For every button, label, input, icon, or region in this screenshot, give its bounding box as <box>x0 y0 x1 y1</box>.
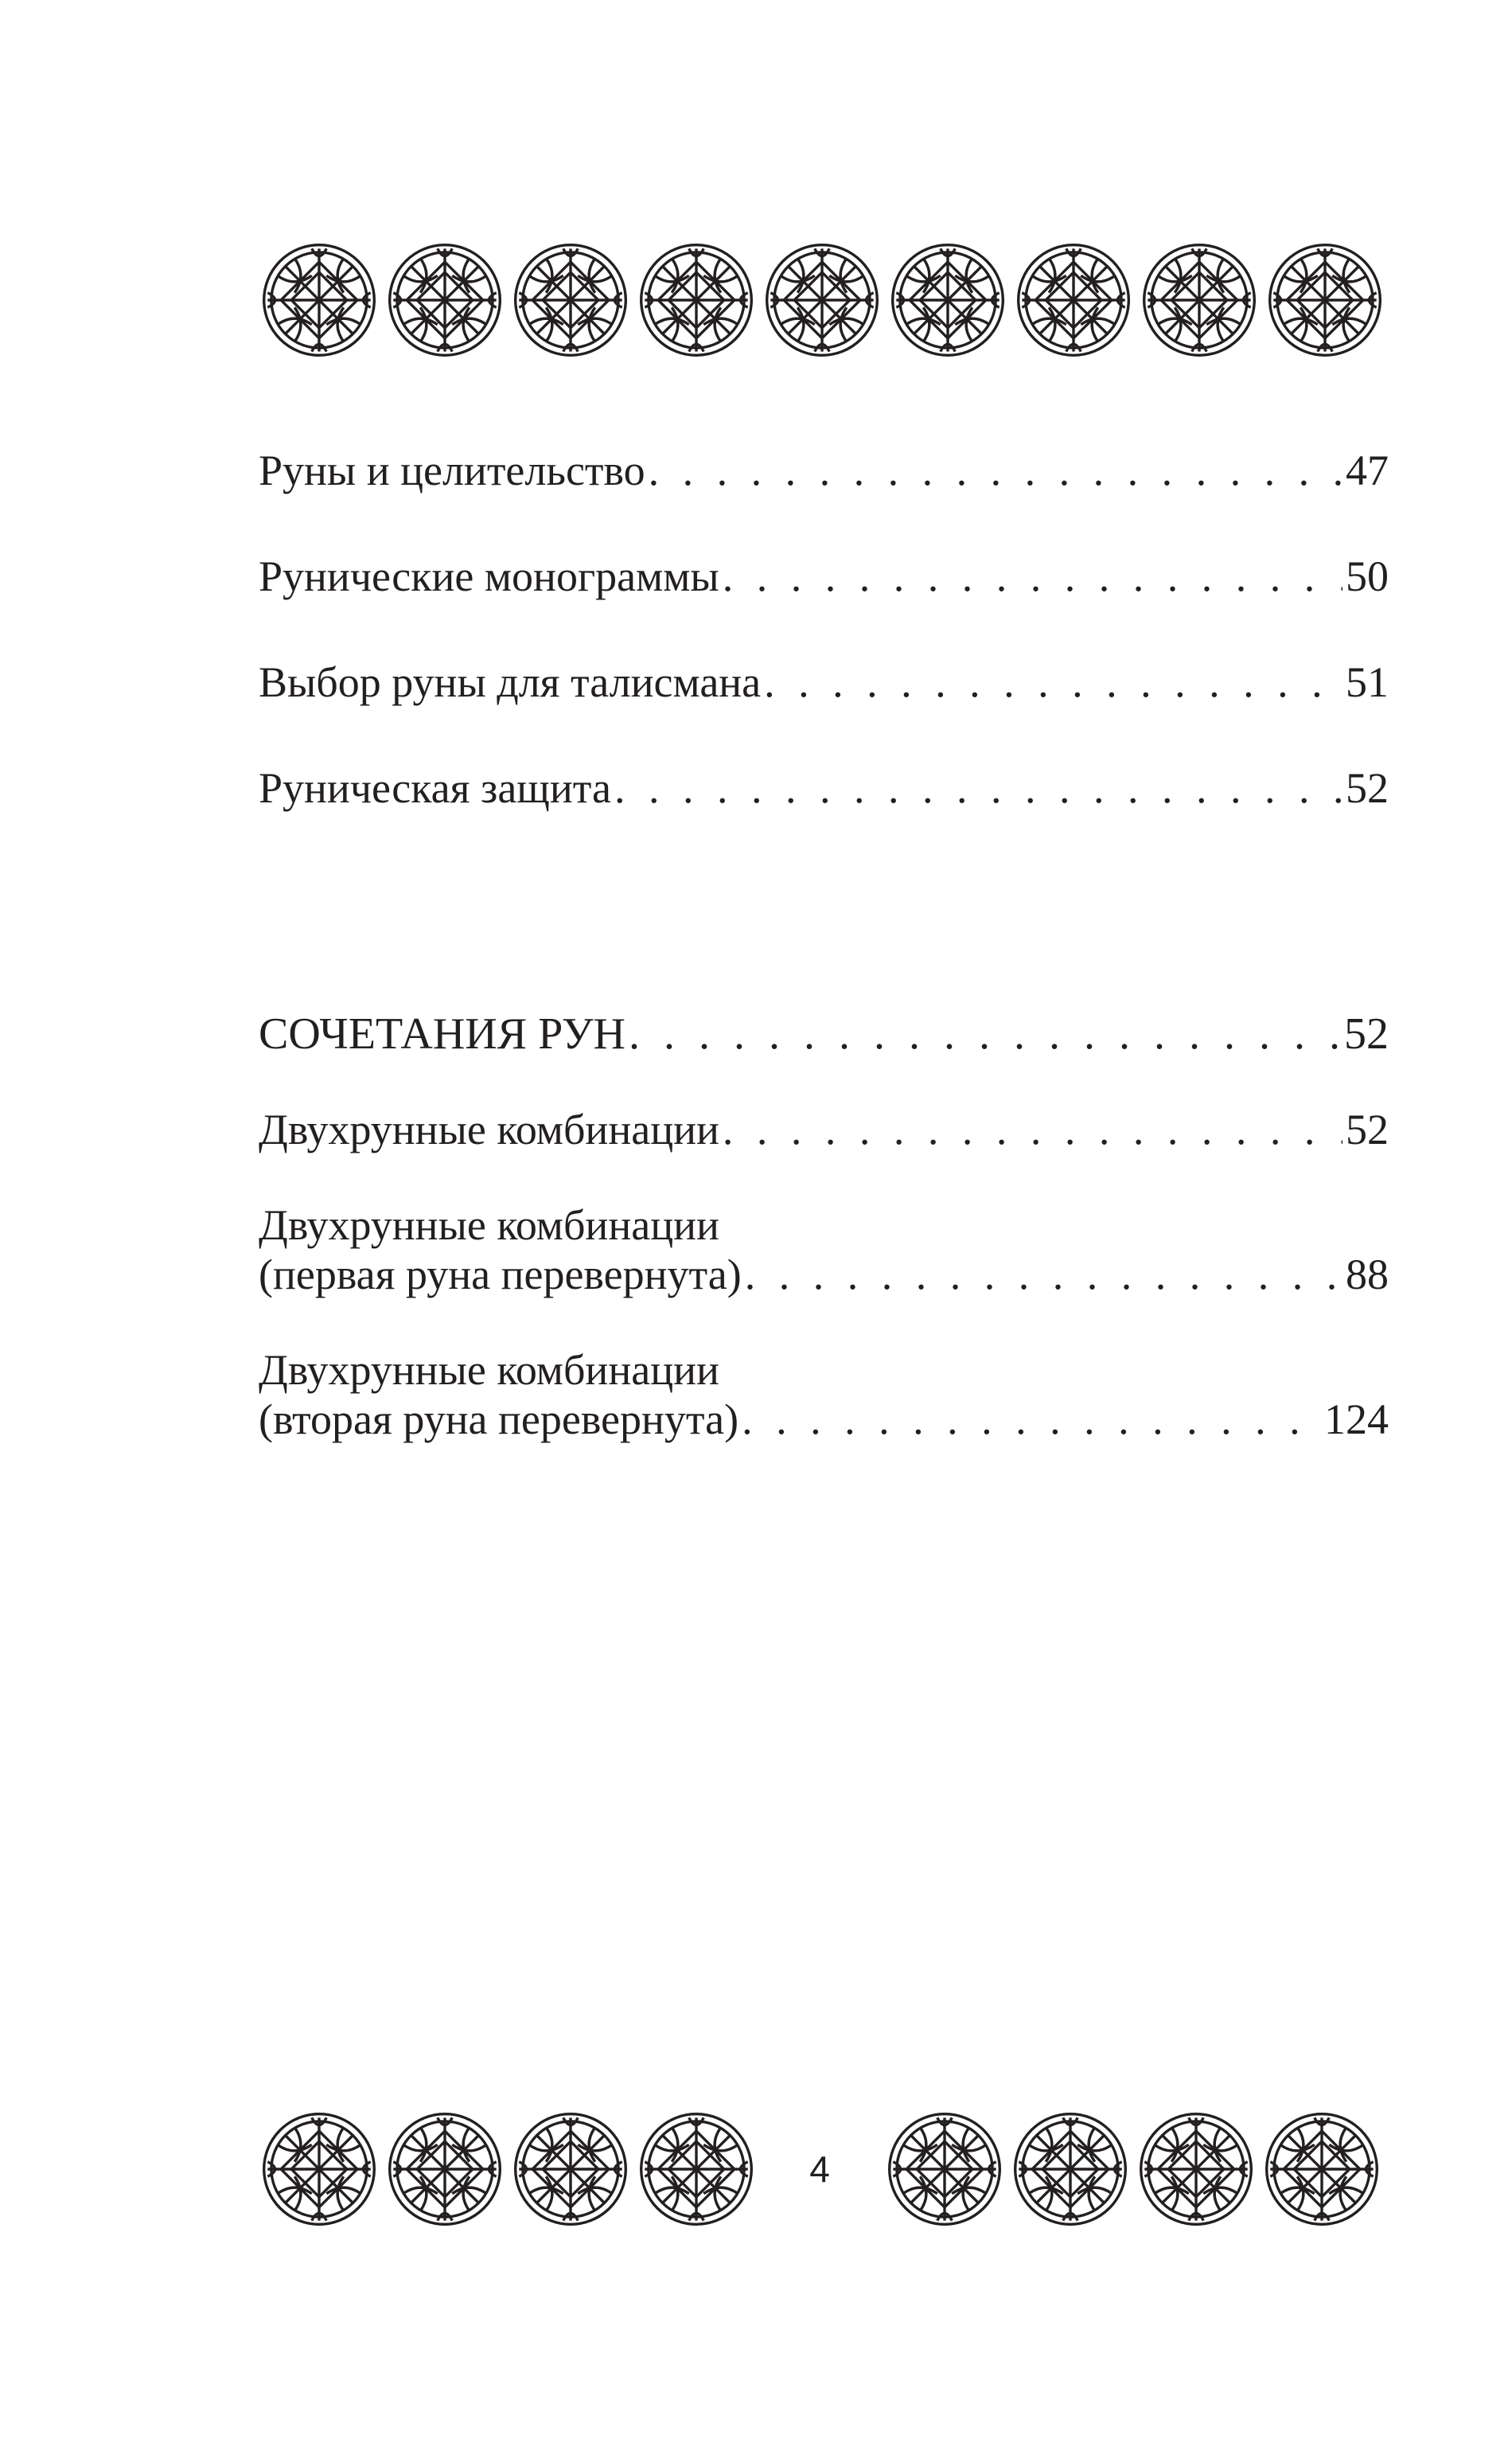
celtic-knot-icon <box>258 2108 380 2230</box>
toc-entry[interactable] <box>259 1200 1389 1299</box>
toc-entry[interactable] <box>259 1345 1389 1444</box>
celtic-knot-icon <box>384 2108 506 2230</box>
toc-entry[interactable] <box>259 763 1389 813</box>
top-ornament-border <box>258 239 1386 361</box>
toc-entry-title-line-1: Двухрунные комбинации <box>259 1201 719 1249</box>
toc-entry-title: Рунические монограммы <box>259 552 719 600</box>
toc-dot-leader <box>649 446 1342 495</box>
toc-entry-page: 52 <box>1346 1106 1389 1153</box>
celtic-knot-icon <box>1261 2108 1383 2230</box>
toc-group-2 <box>259 1009 1389 1490</box>
toc-group-1 <box>259 446 1389 869</box>
celtic-knot-icon <box>1138 239 1261 361</box>
celtic-knot-icon <box>1135 2108 1257 2230</box>
toc-dot-leader <box>629 1009 1341 1059</box>
toc-entry-page: 88 <box>1346 1251 1389 1298</box>
toc-entry-page: 124 <box>1324 1395 1389 1443</box>
bottom-right-ornament-border <box>883 2108 1383 2230</box>
toc-entry[interactable] <box>259 446 1389 495</box>
page-number: 4 <box>809 2148 830 2190</box>
toc-entry-title: (первая руна перевернута) <box>259 1251 742 1298</box>
toc-entry-title: Руны и целительство <box>259 447 645 494</box>
toc-entry[interactable] <box>259 1105 1389 1154</box>
toc-dot-leader <box>614 763 1342 813</box>
celtic-knot-icon <box>384 239 506 361</box>
celtic-knot-icon <box>635 2108 758 2230</box>
celtic-knot-icon <box>1009 2108 1132 2230</box>
toc-dot-leader <box>723 552 1342 601</box>
toc-section-page: 52 <box>1344 1009 1389 1059</box>
toc-entry-title: (вторая руна перевернута) <box>259 1395 739 1443</box>
toc-dot-leader <box>742 1395 1321 1444</box>
bottom-left-ornament-border <box>258 2108 758 2230</box>
toc-entry-title-line-1: Двухрунные комбинации <box>259 1346 719 1394</box>
toc-dot-leader <box>745 1250 1342 1299</box>
toc-entry[interactable] <box>259 658 1389 707</box>
celtic-knot-icon <box>883 2108 1006 2230</box>
celtic-knot-icon <box>1264 239 1386 361</box>
celtic-knot-icon <box>509 2108 632 2230</box>
celtic-knot-icon <box>635 239 758 361</box>
toc-entry-page: 52 <box>1346 764 1389 812</box>
celtic-knot-icon <box>1012 239 1135 361</box>
toc-entry-page: 50 <box>1346 552 1389 600</box>
toc-entry-title: Выбор руны для талисмана <box>259 658 762 706</box>
toc-entry-title: Руническая защита <box>259 764 611 812</box>
celtic-knot-icon <box>509 239 632 361</box>
toc-dot-leader <box>764 658 1342 707</box>
toc-dot-leader <box>723 1105 1342 1154</box>
toc-section-heading[interactable] <box>259 1009 1389 1059</box>
celtic-knot-icon <box>887 239 1009 361</box>
toc-section-title: СОЧЕТАНИЯ РУН <box>259 1009 625 1059</box>
celtic-knot-icon <box>761 239 883 361</box>
toc-entry[interactable] <box>259 552 1389 601</box>
toc-entry-page: 51 <box>1346 658 1389 706</box>
toc-entry-page: 47 <box>1346 447 1389 494</box>
toc-entry-title: Двухрунные комбинации <box>259 1106 719 1153</box>
celtic-knot-icon <box>258 239 380 361</box>
